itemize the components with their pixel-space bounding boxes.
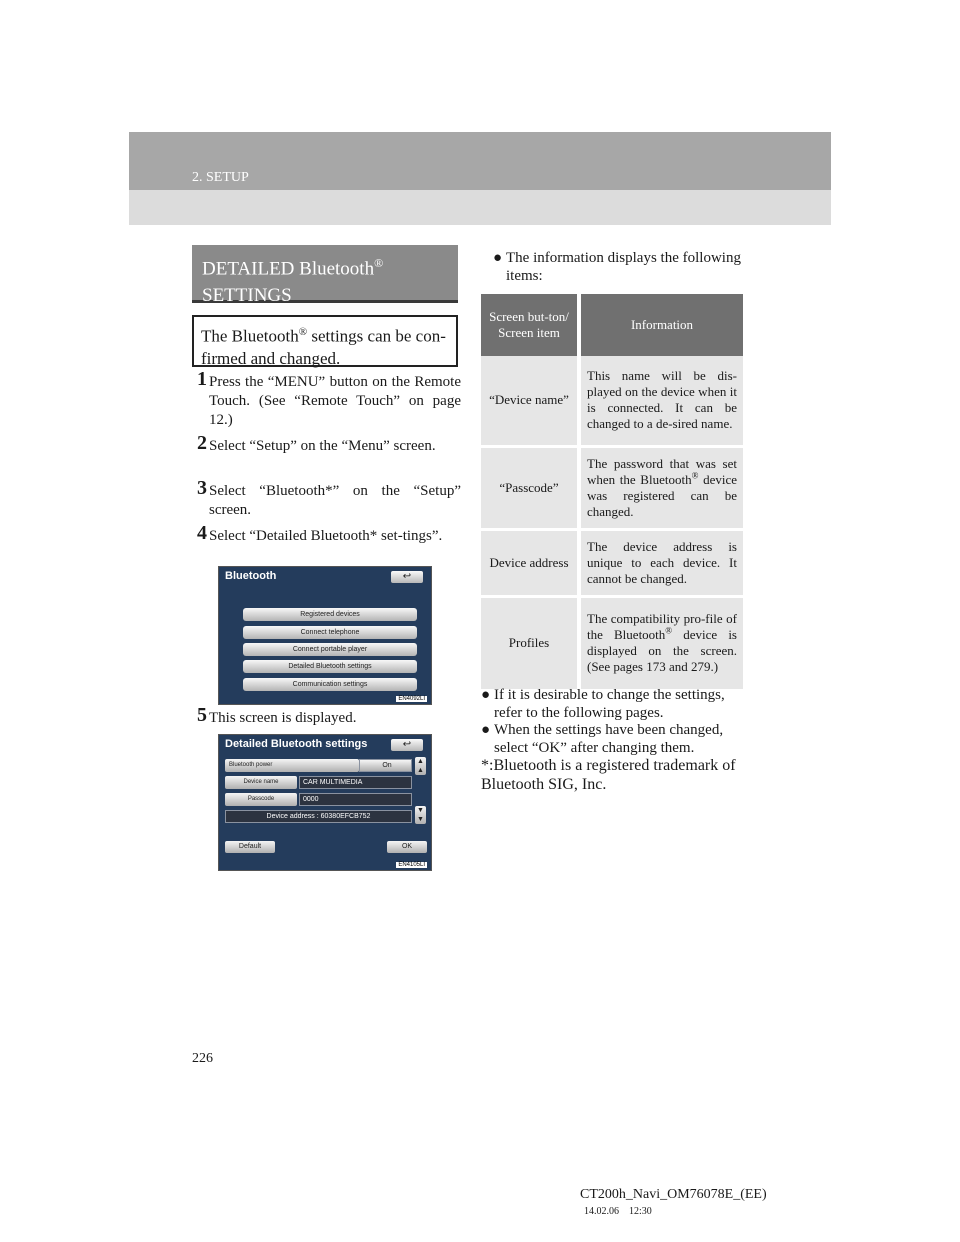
step-number: 4 (197, 522, 207, 544)
table-cell-item: Profiles (481, 596, 579, 689)
bullet-icon: ● (481, 687, 491, 703)
table-cell-item: “Passcode” (481, 446, 579, 529)
bullet-text: The information displays the following items: (506, 250, 741, 284)
bullet-icon: ● (481, 722, 491, 738)
bullet-select-ok (481, 721, 743, 757)
step-text: This screen is displayed. (209, 710, 357, 726)
bullet-change-settings (481, 686, 743, 722)
step-text: Press the “MENU” button on the Remote Touch. (See “Remote Touch” on page 12.) (209, 374, 461, 428)
table-header-col2: Information (579, 294, 743, 356)
table-row (481, 446, 743, 529)
ok-button[interactable]: OK (387, 841, 427, 853)
detailed-bluetooth-screen (218, 734, 432, 871)
step-5 (197, 704, 461, 728)
registered-mark: ® (665, 625, 673, 636)
step-1 (197, 368, 461, 430)
info-text-pre: The compatibility pro-file of the Bluetooth (587, 611, 737, 643)
bluetooth-screen (218, 566, 432, 705)
document-name: CT200h_Navi_OM76078E_(EE) (580, 1187, 767, 1202)
document-time: 12:30 (629, 1206, 652, 1217)
device-name-button[interactable]: Device name (225, 776, 297, 789)
detailed-bluetooth-settings-button[interactable]: Detailed Bluetooth settings (243, 660, 417, 673)
table-row (481, 596, 743, 689)
document-date: 14.02.06 (584, 1206, 619, 1217)
step-text: Select “Setup” on the “Menu” screen. (209, 438, 436, 454)
section-title-line2: SETTINGS (202, 285, 292, 307)
device-address-value: Device address : 60380EFCB752 (225, 810, 412, 823)
scroll-up-button[interactable]: ▲ ▲ (415, 757, 426, 775)
step-number: 3 (197, 477, 207, 499)
bullet-info-intro (493, 249, 743, 285)
table-header-col1: Screen but-ton/ Screen item (481, 294, 579, 356)
bullet-text: If it is desirable to change the settings, refer to the following pages. (494, 687, 725, 721)
step-text: Select “Bluetooth*” on the “Setup” screen. (209, 483, 461, 518)
table-cell-item: “Device name” (481, 356, 579, 446)
step-3 (197, 477, 461, 520)
screen-title: Bluetooth (225, 570, 277, 582)
table-row (481, 356, 743, 446)
registered-devices-button[interactable]: Registered devices (243, 608, 417, 621)
passcode-value: 0000 (299, 793, 412, 806)
step-4 (197, 522, 461, 546)
info-text-pre: The password that was set when the Bluetooth (587, 455, 737, 487)
section-title (192, 245, 458, 307)
info-table (481, 294, 743, 689)
bluetooth-power-button[interactable]: Bluetooth power (225, 759, 359, 772)
table-cell-item: Device address (481, 529, 579, 596)
back-button[interactable]: ↩ (391, 571, 423, 583)
default-button[interactable]: Default (225, 841, 275, 853)
table-cell-info (579, 596, 743, 689)
registered-mark: ® (374, 256, 384, 270)
registered-mark: ® (298, 326, 308, 338)
registered-mark: ® (691, 470, 699, 481)
connect-telephone-button[interactable]: Connect telephone (243, 626, 417, 639)
intro-box (192, 315, 458, 367)
scroll-down-button[interactable]: ▼ ▼ (415, 806, 426, 824)
trademark-footnote: *:Bluetooth is a registered trademark of Bluetooth SIG, Inc. (481, 757, 736, 793)
info-text-post: device was registered can be changed. (587, 471, 737, 519)
page-number: 226 (192, 1051, 213, 1066)
table-header-row (481, 294, 743, 356)
figure-code: EN4092LI (398, 696, 425, 702)
step-number: 1 (197, 368, 207, 390)
device-name-value: CAR MULTIMEDIA (299, 776, 412, 789)
document-timestamp (580, 1203, 767, 1220)
header-section: 2. SETUP (192, 170, 249, 185)
table-cell-info: The device address is unique to each device. It cannot be changed. (579, 529, 743, 596)
intro-text-pre: The Bluetooth (201, 326, 299, 346)
intro-text-post: settings can be con-firmed and changed. (201, 326, 446, 368)
back-button[interactable]: ↩ (391, 739, 423, 751)
table-cell-info (579, 446, 743, 529)
step-number: 5 (197, 704, 207, 726)
table-cell-info: This name will be dis-played on the device when it is connected. It can be changed to a de-sired name. (579, 356, 743, 446)
figure-code: EN4105LI (398, 862, 425, 868)
info-text-post: device is displayed on the screen. (See pages 173 and 279.) (587, 627, 737, 675)
step-2 (197, 432, 461, 456)
table-row (481, 529, 743, 596)
bluetooth-power-value: On (359, 759, 412, 772)
connect-portable-player-button[interactable]: Connect portable player (243, 643, 417, 656)
communication-settings-button[interactable]: Communication settings (243, 678, 417, 691)
bullet-icon: ● (493, 250, 503, 266)
bullet-text: When the settings have been changed, select “OK” after changing them. (494, 722, 724, 756)
header-subbar (129, 190, 831, 225)
step-text: Select “Detailed Bluetooth* set-tings”. (209, 528, 443, 544)
section-title-line1: DETAILED Bluetooth (202, 258, 375, 280)
screen-title: Detailed Bluetooth settings (225, 738, 368, 750)
passcode-button[interactable]: Passcode (225, 793, 297, 806)
step-number: 2 (197, 432, 207, 454)
document-info (580, 1186, 767, 1220)
